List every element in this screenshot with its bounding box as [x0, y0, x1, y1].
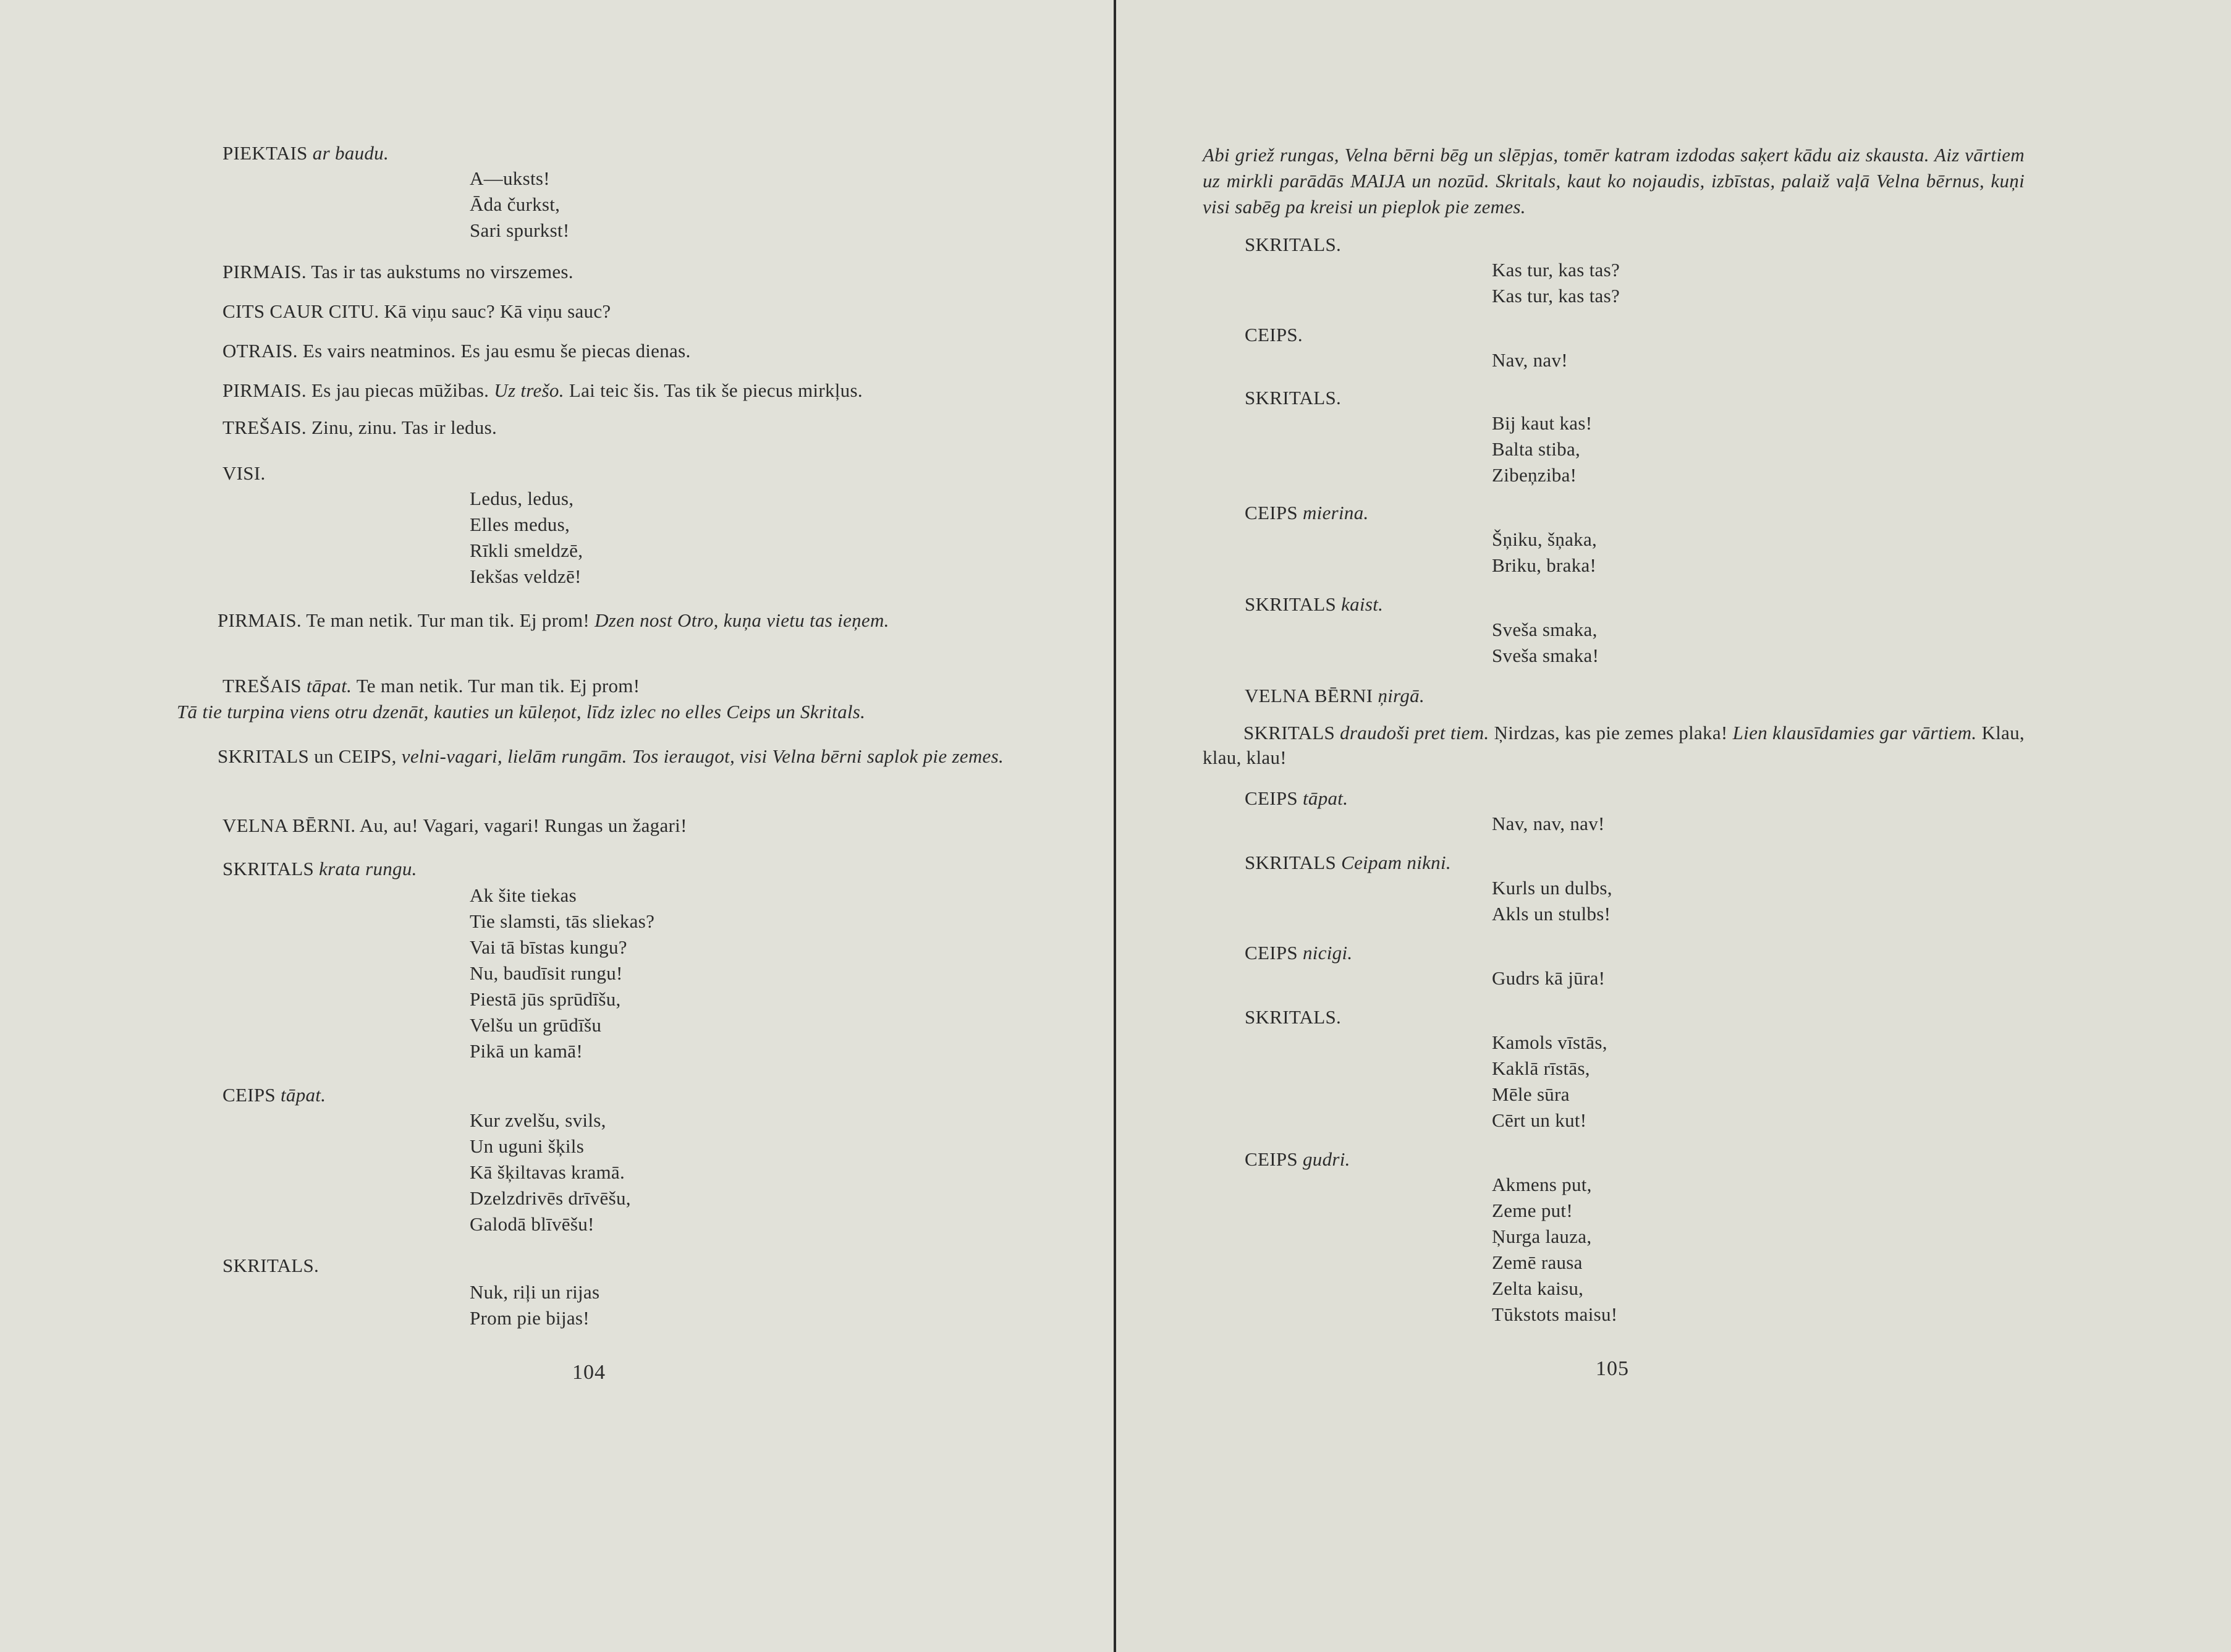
- verse-block: Ak šite tiekas Tie slamsti, tās sliekas? Vai tā bīstas kungu? Nu, baudīsit rungu! Piestā jūs sprūdīšu, Velšu un grūdīšu Pikā un kamā!: [470, 884, 655, 1062]
- verse-block: Gudrs kā jūra!: [1492, 967, 1606, 989]
- verse-block: Kur zvelšu, svils, Un uguni šķils Kā šķiltavas kramā. Dzelzdrivēs drīvēšu, Galodā blīvēšu!: [470, 1109, 631, 1235]
- stage-direction: Abi griež rungas, Velna bērni bēg un slēpjas, tomēr katram izdodas saķert kādu aiz skausta. Aiz vārtiem uz mirkli parādās MAIJA un nozūd. Skritals, kaut ko nojaudis, izbīstas, palaiž vaļā Velna bērnus, kuņi visi sabēg pa kreisi un pieplok pie zemes.: [1203, 144, 2025, 218]
- dialogue-paragraph: SKRITALS draudoši pret tiem. Ņirdzas, kas pie zemes plaka! Lien klausīdamies gar vārtiem. Klau, klau, klau!: [1203, 722, 2025, 768]
- verse-block: Bij kaut kas! Balta stiba, Zibeņziba!: [1492, 412, 1593, 486]
- dialogue-paragraph: PIRMAIS. Te man netik. Tur man tik. Ej prom! Dzen nost Otro, kuņa vietu tas ieņem.: [218, 609, 889, 631]
- verse-block: A—uksts! Āda čurkst, Sari spurkst!: [470, 167, 570, 241]
- dialogue-line: VELNA BĒRNI. Au, au! Vagari, vagari! Rungas un žagari!: [222, 815, 687, 836]
- verse-block: Akmens put, Zeme put! Ņurga lauza, Zemē rausa Zelta kaisu, Tūkstots maisu!: [1492, 1174, 1618, 1325]
- verse-block: Kas tur, kas tas? Kas tur, kas tas?: [1492, 259, 1620, 307]
- dialogue-line: OTRAIS. Es vairs neatminos. Es jau esmu še piecas dienas.: [222, 340, 691, 362]
- page-number: 104: [572, 1361, 606, 1384]
- verse-block: Ledus, ledus, Elles medus, Rīkli smeldzē, Iekšas veldzē!: [470, 488, 583, 587]
- verse-block: Nuk, riļi un rijas Prom pie bijas!: [470, 1281, 600, 1329]
- speaker-line: SKRITALS.: [1245, 234, 1342, 255]
- speaker-line: CEIPS.: [1245, 324, 1303, 345]
- verse-block: Kamols vīstās, Kaklā rīstās, Mēle sūra Cērt un kut!: [1492, 1031, 1607, 1131]
- dialogue-line: TREŠAIS tāpat. Te man netik. Tur man tik. Ej prom!: [222, 675, 640, 697]
- speaker-line: CEIPS tāpat.: [222, 1084, 326, 1106]
- verse-block: Nav, nav!: [1492, 349, 1568, 371]
- right-page: [1116, 0, 2231, 1652]
- page-number: 105: [1596, 1357, 1629, 1380]
- speaker-line: CEIPS nicigi.: [1245, 942, 1353, 964]
- stage-direction: Tā tie turpina viens otru dzenāt, kauties un kūleņot, līdz izlec no elles Ceips un Skritals.: [177, 701, 866, 722]
- speaker-line: CEIPS gudri.: [1245, 1148, 1350, 1170]
- speaker-line: SKRITALS.: [1245, 1006, 1342, 1028]
- left-page: [0, 0, 1115, 1652]
- speaker-line: SKRITALS krata rungu.: [222, 858, 417, 879]
- dialogue-line: TREŠAIS. Zinu, zinu. Tas ir ledus.: [222, 417, 497, 438]
- speaker-line: PIEKTAIS ar baudu.: [222, 142, 389, 164]
- dialogue-paragraph: SKRITALS un CEIPS, velni-vagari, lielām rungām. Tos ieraugot, visi Velna bērni saplok pie zemes.: [218, 745, 1004, 767]
- speaker-line: VISI.: [222, 462, 266, 484]
- dialogue-line: PIRMAIS. Es jau piecas mūžibas. Uz trešo. Lai teic šis. Tas tik še piecus mirkļus.: [222, 379, 863, 401]
- verse-block: Nav, nav, nav!: [1492, 813, 1605, 834]
- verse-block: Sveša smaka, Sveša smaka!: [1492, 619, 1599, 666]
- verse-block: Šņiku, šņaka, Briku, braka!: [1492, 528, 1598, 576]
- speaker-line: SKRITALS.: [1245, 387, 1342, 409]
- speaker-line: CEIPS mierina.: [1245, 502, 1369, 523]
- speaker-line: SKRITALS kaist.: [1245, 593, 1384, 615]
- dialogue-line: PIRMAIS. Tas ir tas aukstums no virszemes.: [222, 261, 574, 282]
- speaker-line: CEIPS tāpat.: [1245, 787, 1348, 809]
- speaker-line: VELNA BĒRNI ņirgā.: [1245, 685, 1425, 706]
- speaker-line: SKRITALS.: [222, 1255, 320, 1276]
- dialogue-line: CITS CAUR CITU. Kā viņu sauc? Kā viņu sauc?: [222, 300, 611, 322]
- speaker-line: SKRITALS Ceipam nikni.: [1245, 852, 1451, 873]
- verse-block: Kurls un dulbs, Akls un stulbs!: [1492, 877, 1612, 925]
